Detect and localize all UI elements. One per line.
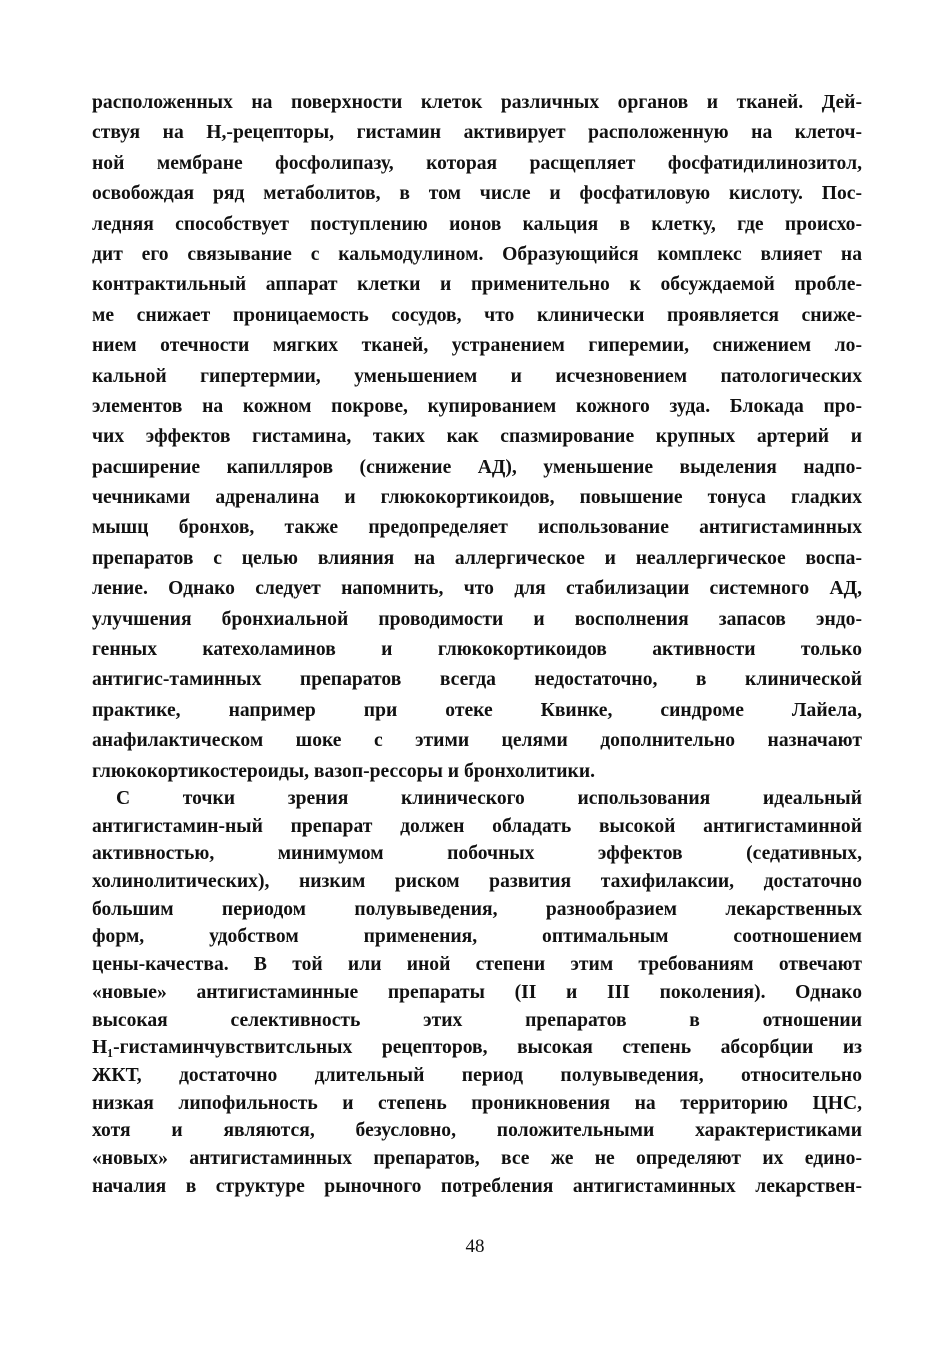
text-line: «новые» антигистаминные препараты (II и III поколения). Однако	[92, 981, 862, 1003]
text-line: ЖКТ, достаточно длительный период полувыведения, относительно	[92, 1064, 862, 1086]
text-line: холинолитических), низким риском развития тахифилаксии, достаточно	[92, 871, 862, 893]
text-line: улучшения бронхиальной проводимости и восполнения запасов эндо-	[92, 608, 862, 630]
text-line: практике, например при отеке Квинке, синдроме Лайела,	[92, 699, 862, 721]
text-line: хотя и являются, безусловно, положительными характеристиками	[92, 1120, 862, 1142]
text-line: ледняя способствует поступлению ионов кальция в клетку, где происхо-	[92, 213, 862, 235]
text-line: расширение капилляров (снижение АД), уменьшение выделения надпо-	[92, 456, 862, 478]
text-line: контрактильный аппарат клетки и применительно к обсуждаемой пробле-	[92, 274, 862, 296]
text-line: препаратов с целью влияния на аллергическое и неаллергическое воспа-	[92, 547, 862, 569]
text-line: «новых» антигистаминных препаратов, все же не определяют их едино-	[92, 1147, 862, 1169]
text-line: анафилактическом шоке с этими целями дополнительно назначают	[92, 730, 862, 752]
text-line: кальной гипертермии, уменьшением и исчезновением патологических	[92, 365, 862, 387]
text-line: элементов на кожном покрове, купированием кожного зуда. Блокада про-	[92, 395, 862, 417]
text-line: Н₁-гистаминчувствитсльных рецепторов, высокая степень абсорбции из	[92, 1037, 862, 1059]
text-line: форм, удобством применения, оптимальным соотношением	[92, 926, 862, 948]
text-line: началия в структуре рыночного потребления антигистаминных лекарствен-	[92, 1175, 862, 1197]
text-line: дит его связывание с кальмодулином. Образующийся комплекс влияет на	[92, 243, 862, 265]
text-line: чих эффектов гистамина, таких как спазмирование крупных артерий и	[92, 426, 862, 448]
text-line: цены-качества. В той или иной степени этим требованиям отвечают	[92, 954, 862, 976]
paragraph-2	[92, 785, 862, 1200]
text-line: генных катехоламинов и глюкокортикоидов активности только	[92, 639, 862, 661]
text-line: С точки зрения клинического использования идеальный	[116, 788, 862, 809]
text-line: активностью, минимумом побочных эффектов (седативных,	[92, 843, 862, 865]
text-line: ной мембране фосфолипазу, которая расщепляет фосфатидилинозитол,	[92, 152, 862, 174]
text-line: низкая липофильность и степень проникновения на территорию ЦНС,	[92, 1092, 862, 1114]
text-line: мышц бронхов, также предопределяет использование антигистаминных	[92, 517, 862, 539]
text-line: антигис-таминных препаратов всегда недостаточно, в клинической	[92, 669, 862, 691]
text-line: освобождая ряд метаболитов, в том числе и фосфатиловую кислоту. Пос-	[92, 183, 862, 205]
text-line: ление. Однако следует напомнить, что для стабилизации системного АД,	[92, 578, 862, 600]
text-line: чечниками адреналина и глюкокортикоидов, повышение тонуса гладких	[92, 487, 862, 509]
text-line: расположенных на поверхности клеток различных органов и тканей. Дей-	[92, 92, 862, 113]
text-line: высокая селективность этих препаратов в отношении	[92, 1009, 862, 1031]
paragraph-1	[92, 88, 862, 787]
text-line: ствуя на Н,-рецепторы, гистамин активирует расположенную на клеточ-	[92, 122, 862, 144]
text-line: нием отечности мягких тканей, устранением гиперемии, снижением ло-	[92, 335, 862, 357]
text-line: большим периодом полувыведения, разнообразием лекарственных	[92, 898, 862, 920]
text-line: глюкокортикостероиды, вазоп-рессоры и бронхолитики.	[92, 760, 596, 782]
text-line: ме снижает проницаемость сосудов, что клинически проявляется сниже-	[92, 304, 862, 326]
page-number: 48	[465, 1236, 485, 1257]
text-line: антигистамин-ный препарат должен обладать высокой антигистаминной	[92, 815, 862, 837]
